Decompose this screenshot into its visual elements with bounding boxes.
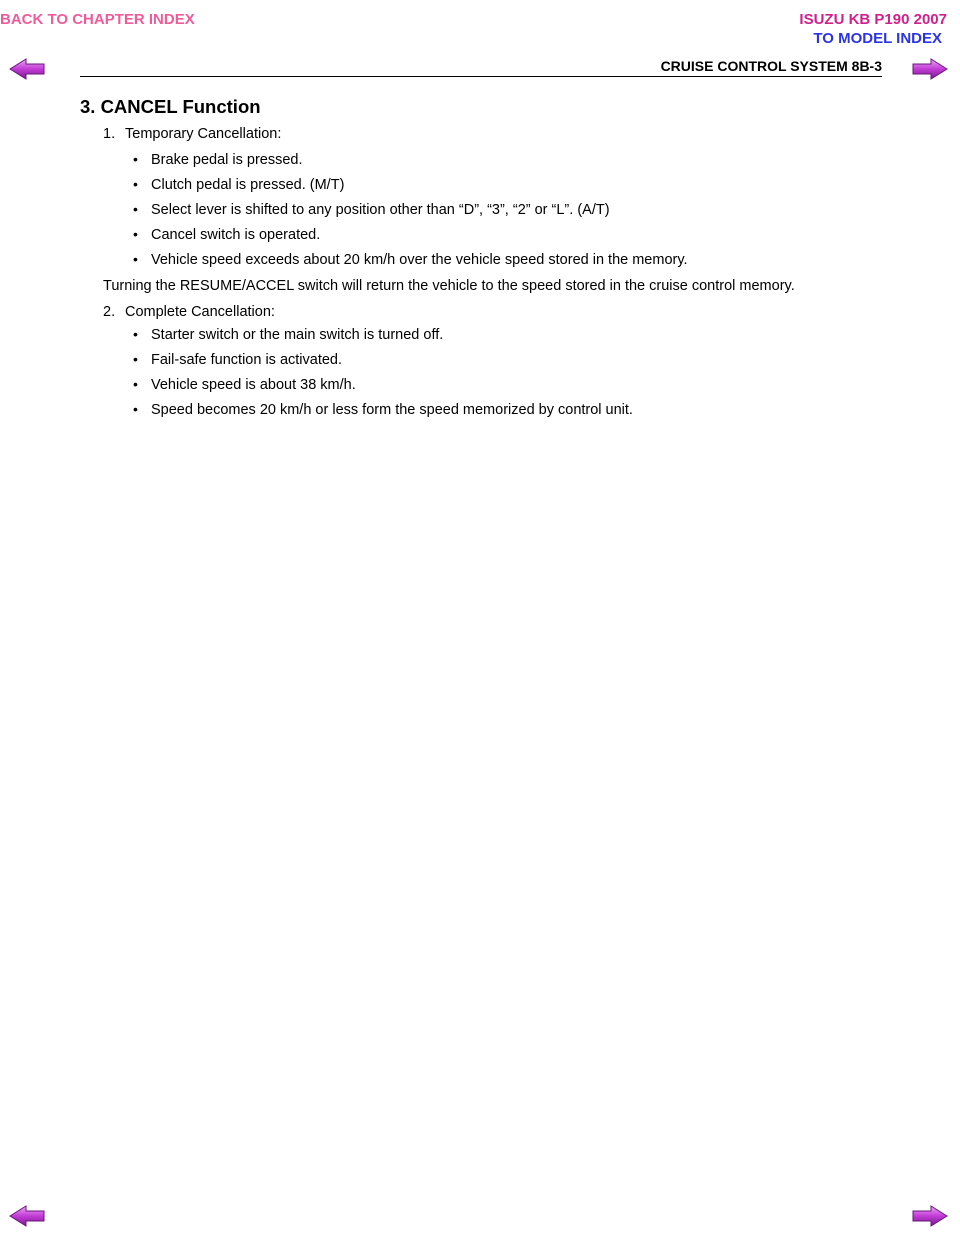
list-item-text: Clutch pedal is pressed. (M/T) [151, 177, 345, 193]
list-item [133, 351, 342, 369]
list-label-text: Complete Cancellation: [125, 304, 275, 320]
bullet-icon: • [133, 401, 138, 417]
model-index-title-link[interactable]: ISUZU KB P190 2007 [799, 11, 947, 28]
section-heading: 3. CANCEL Function [80, 96, 261, 117]
list-item-text: Speed becomes 20 km/h or less form the speed memorized by control unit. [151, 402, 633, 418]
bullet-icon: • [133, 176, 138, 192]
list-item-text: Cancel switch is operated. [151, 227, 321, 243]
running-header-title: CRUISE CONTROL SYSTEM 8B-3 [660, 58, 882, 74]
bullet-icon: • [133, 226, 138, 242]
list-item-text: Select lever is shifted to any position other than “D”, “3”, “2” or “L”. (A/T) [151, 202, 610, 218]
resume-note-paragraph: Turning the RESUME/ACCEL switch will return the vehicle to the speed stored in the cruise control memory. [103, 278, 795, 294]
bullet-icon: • [133, 201, 138, 217]
to-model-index-link[interactable]: TO MODEL INDEX [813, 30, 942, 47]
list-item-text: Vehicle speed exceeds about 20 km/h over the vehicle speed stored in the memory. [151, 252, 688, 268]
list-item-text: Starter switch or the main switch is turned off. [151, 327, 444, 343]
next-page-right-arrow-icon[interactable] [912, 1205, 948, 1227]
list-item [133, 376, 356, 394]
bullet-icon: • [133, 351, 138, 367]
complete-cancellation-label [103, 304, 275, 321]
header-rule [80, 76, 882, 77]
list-item [133, 176, 344, 194]
bullet-icon: • [133, 326, 138, 342]
list-item [133, 401, 633, 419]
list-label-text: Temporary Cancellation: [125, 126, 282, 142]
bullet-icon: • [133, 376, 138, 392]
list-number: 1. [103, 126, 116, 142]
list-item [133, 326, 443, 344]
previous-page-left-arrow-icon[interactable] [9, 58, 45, 80]
previous-page-left-arrow-icon[interactable] [9, 1205, 45, 1227]
bullet-icon: • [133, 151, 138, 167]
temporary-cancellation-label [103, 126, 281, 143]
list-number: 2. [103, 304, 116, 320]
bullet-icon: • [133, 251, 138, 267]
list-item-text: Fail-safe function is activated. [151, 352, 343, 368]
list-item-text: Brake pedal is pressed. [151, 152, 303, 168]
next-page-right-arrow-icon[interactable] [912, 58, 948, 80]
list-item [133, 251, 688, 269]
list-item-text: Vehicle speed is about 38 km/h. [151, 377, 356, 393]
list-item [133, 226, 320, 244]
list-item [133, 151, 303, 169]
back-to-chapter-index-link[interactable]: BACK TO CHAPTER INDEX [0, 11, 195, 28]
list-item [133, 201, 610, 219]
